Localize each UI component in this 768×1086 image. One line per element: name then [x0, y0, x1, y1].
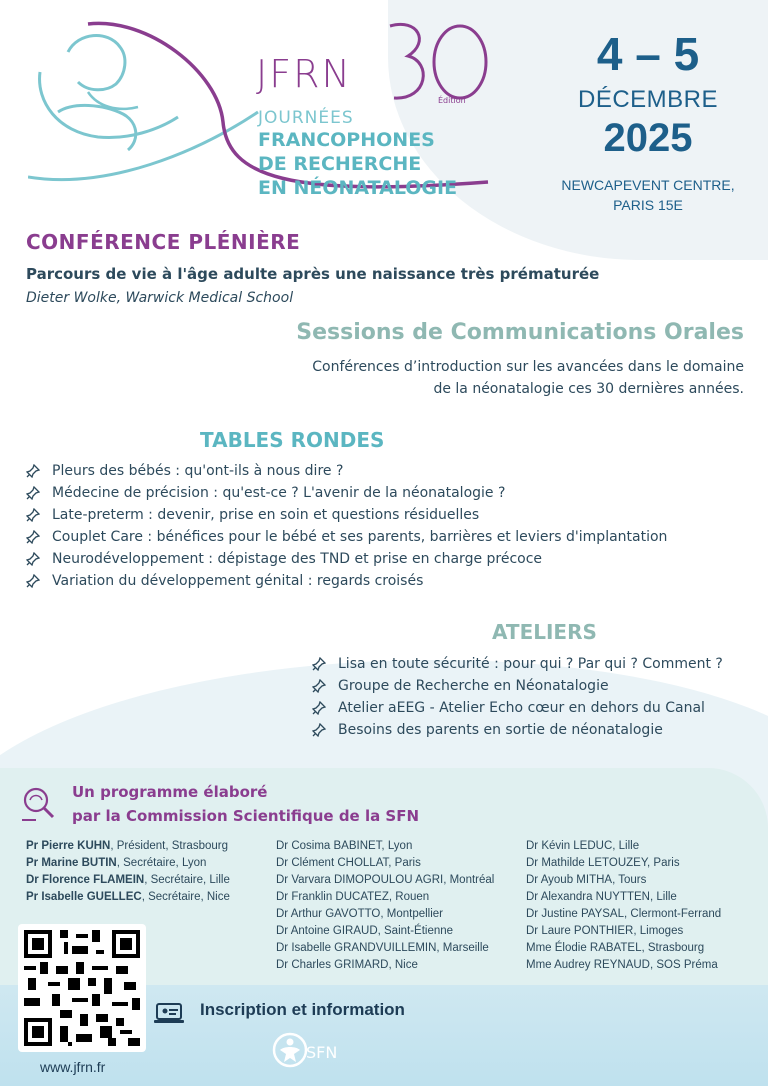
list-item	[26, 482, 667, 504]
venue-line2: PARIS 15E	[613, 197, 683, 213]
event-month: DÉCEMBRE	[577, 86, 719, 113]
member-name: Pr Isabelle GUELLEC	[26, 891, 142, 903]
list-item	[312, 675, 723, 697]
member-row: Dr Franklin DUCATEZ, Rouen	[276, 891, 430, 903]
member-row: Dr Mathilde LETOUZEY, Paris	[526, 857, 680, 869]
member-role: , Secrétaire, Nice	[141, 891, 230, 903]
member-role: , Secrétaire, Lille	[144, 874, 230, 886]
pin-icon	[312, 657, 326, 671]
list-item-text: Groupe de Recherche en Néonatalogie	[338, 678, 609, 694]
event-venue	[548, 175, 748, 215]
logo-line2: FRANCOPHONES	[258, 129, 435, 151]
member-row: Dr Kévin LEDUC, Lille	[526, 840, 640, 852]
qr-code-icon	[24, 930, 140, 1046]
member-row: Mme Audrey REYNAUD, SOS Préma	[526, 959, 718, 971]
list-item	[26, 570, 667, 592]
event-year: 2025	[603, 116, 693, 160]
tables-rondes-list	[26, 460, 667, 592]
pin-icon	[26, 552, 40, 566]
member-row: Dr Ayoub MITHA, Tours	[526, 874, 647, 886]
website-link[interactable]: www.jfrn.fr	[40, 1059, 106, 1075]
list-item	[312, 653, 723, 675]
list-item	[26, 526, 667, 548]
list-item	[312, 719, 723, 741]
sessions-description	[244, 356, 744, 400]
member-row: Dr Arthur GAVOTTO, Montpellier	[276, 908, 444, 920]
pin-icon	[26, 486, 40, 500]
pin-icon	[26, 574, 40, 588]
pin-icon	[312, 679, 326, 693]
event-date	[548, 28, 748, 215]
members-column-2	[276, 838, 494, 974]
members-column-1	[26, 838, 230, 906]
member-row: Dr Laure PONTHIER, Limoges	[526, 925, 684, 937]
member-row: Dr Antoine GIRAUD, Saint-Étienne	[276, 925, 454, 937]
venue-line1: NEWCAPEVENT CENTRE,	[561, 177, 735, 193]
list-item-text: Pleurs des bébés : qu'ont-ils à nous dire ?	[52, 463, 344, 479]
list-item-text: Variation du développement génital : regards croisés	[52, 573, 424, 589]
logo-jfrn: JFRN	[256, 52, 352, 96]
member-row	[26, 855, 230, 872]
pin-icon	[26, 508, 40, 522]
list-item-text: Médecine de précision : qu'est-ce ? L'avenir de la néonatalogie ?	[52, 485, 506, 501]
member-row	[26, 872, 230, 889]
computer-icon	[154, 1002, 184, 1024]
research-icon	[18, 784, 58, 824]
list-item	[312, 697, 723, 719]
member-name: Pr Marine BUTIN	[26, 857, 117, 869]
list-item-text: Atelier aEEG - Atelier Echo cœur en dehors du Canal	[338, 700, 705, 716]
list-item	[26, 460, 667, 482]
list-item-text: Late-preterm : devenir, prise en soin et questions résiduelles	[52, 507, 480, 523]
event-days: 4 – 5	[596, 28, 700, 80]
sessions-desc-line1: Conférences d’introduction sur les avancées dans le domaine	[312, 359, 744, 375]
tables-rondes-title: TABLES RONDES	[200, 428, 385, 452]
member-row: Dr Isabelle GRANDVUILLEMIN, Marseille	[276, 942, 489, 954]
pin-icon	[26, 464, 40, 478]
conference-subtitle: Parcours de vie à l'âge adulte après une naissance très prématurée	[26, 265, 600, 283]
member-row: Dr Clément CHOLLAT, Paris	[276, 857, 421, 869]
programme-title	[72, 780, 419, 828]
member-row: Dr Cosima BABINET, Lyon	[276, 840, 413, 852]
member-row	[26, 838, 230, 855]
member-row: Mme Élodie RABATEL, Strasbourg	[526, 942, 705, 954]
list-item-text: Besoins des parents en sortie de néonatalogie	[338, 722, 663, 738]
member-row: Dr Varvara DIMOPOULOU AGRI, Montréal	[276, 874, 495, 886]
member-role: , Président, Strasbourg	[110, 840, 228, 852]
list-item	[26, 548, 667, 570]
sessions-desc-line2: de la néonatalogie ces 30 dernières années.	[433, 381, 744, 397]
inscription-text[interactable]: Inscription et information	[200, 1000, 405, 1019]
pin-icon	[312, 701, 326, 715]
list-item-text: Couplet Care : bénéfices pour le bébé et ses parents, barrières et leviers d'implantation	[52, 529, 668, 545]
logo-line3: DE RECHERCHE	[258, 153, 422, 175]
pin-icon	[26, 530, 40, 544]
members-column-3	[526, 838, 721, 974]
programme-line2: par la Commission Scientifique de la SFN	[72, 807, 420, 825]
sessions-title: Sessions de Communications Orales	[296, 320, 744, 345]
member-role: , Secrétaire, Lyon	[116, 857, 207, 869]
member-row: Dr Justine PAYSAL, Clermont-Ferrand	[526, 908, 722, 920]
list-item-text: Lisa en toute sécurité : pour qui ? Par qui ? Comment ?	[338, 656, 723, 672]
sfn-logo	[268, 1028, 338, 1072]
qr-code[interactable]	[18, 924, 146, 1052]
ateliers-title: ATELIERS	[492, 620, 597, 644]
sfn-logo-text: SFN	[306, 1043, 338, 1062]
conference-title: CONFÉRENCE PLÉNIÈRE	[26, 230, 301, 254]
pin-icon	[312, 723, 326, 737]
ateliers-list	[312, 653, 723, 741]
member-row	[26, 889, 230, 906]
member-row: Dr Charles GRIMARD, Nice	[276, 959, 418, 971]
list-item	[26, 504, 667, 526]
member-name: Dr Florence FLAMEIN	[26, 874, 145, 886]
member-row: Dr Alexandra NUYTTEN, Lille	[526, 891, 677, 903]
programme-line1: Un programme élaboré	[72, 783, 268, 801]
conference-speaker: Dieter Wolke, Warwick Medical School	[26, 290, 294, 306]
logo-edition: Édition	[438, 96, 466, 105]
member-name: Pr Pierre KUHN	[26, 840, 111, 852]
list-item-text: Neurodéveloppement : dépistage des TND et prise en charge précoce	[52, 551, 543, 567]
logo-line4: EN NÉONATALOGIE	[258, 177, 458, 199]
logo-line1: JOURNÉES	[258, 108, 354, 128]
jfrn-logo	[28, 12, 498, 207]
